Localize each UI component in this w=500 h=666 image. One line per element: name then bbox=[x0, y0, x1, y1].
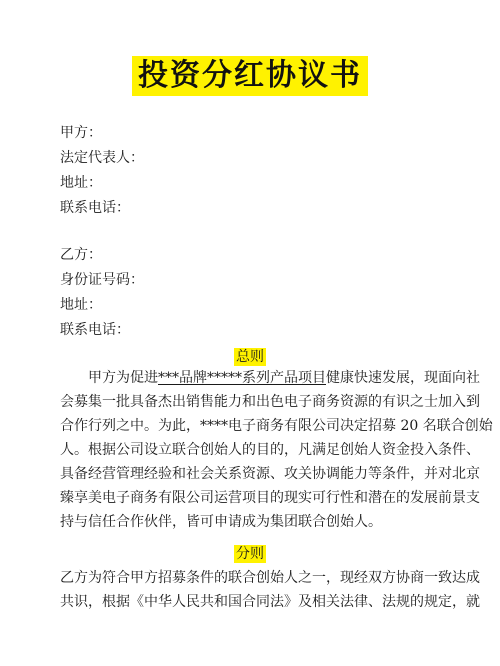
detail-line-2: 共识，根据《中华人民共和国合同法》及相关法律、法规的规定，就 bbox=[60, 594, 480, 610]
general-line-6: 臻享美电子商务有限公司运营项目的现实可行性和潜在的发展前景支 bbox=[60, 490, 480, 506]
general-heading: 总则 bbox=[236, 349, 264, 365]
general-line-5: 具备经营管理经验和社会关系资源、攻关协调能力等条件，并对北京 bbox=[60, 466, 480, 482]
detail-line-1: 乙方为符合甲方招募条件的联合创始人之一，现经双方协商一致达成 bbox=[60, 570, 480, 586]
party-b-address-label: 地址： bbox=[60, 297, 102, 313]
general-line-1 bbox=[88, 369, 480, 387]
party-b-phone-label: 联系电话： bbox=[60, 322, 130, 338]
legal-representative-label: 法定代表人： bbox=[60, 150, 144, 166]
detail-heading: 分则 bbox=[236, 546, 264, 562]
party-a-phone-label: 联系电话： bbox=[60, 200, 130, 216]
party-a-address-label: 地址： bbox=[60, 175, 102, 191]
general-line-7: 持与信任合作伙伴，皆可申请成为集团联合创始人。 bbox=[60, 514, 382, 530]
general-line-3: 合作行列之中。为此，****电子商务有限公司决定招募 20 名联合创始 bbox=[60, 418, 493, 434]
party-a-label: 甲方： bbox=[60, 125, 102, 141]
party-b-label: 乙方： bbox=[60, 247, 102, 263]
detail-heading-wrap bbox=[0, 543, 500, 563]
project-name: ***品牌*****系列产品项目 bbox=[158, 370, 326, 386]
general-line-1-end: 健康快速发展，现面向社 bbox=[326, 370, 480, 386]
general-line-4: 人。根据公司设立联合创始人的目的，凡满足创始人资金投入条件、 bbox=[60, 442, 480, 458]
document-title: 投资分红协议书 bbox=[132, 56, 368, 96]
general-line-1-start: 甲方为促进 bbox=[88, 370, 158, 386]
general-line-2: 会募集一批具备杰出销售能力和出色电子商务资源的有识之士加入到 bbox=[60, 394, 480, 410]
title-wrap bbox=[0, 56, 500, 96]
general-heading-wrap bbox=[0, 346, 500, 366]
id-number-label: 身份证号码： bbox=[60, 272, 144, 288]
